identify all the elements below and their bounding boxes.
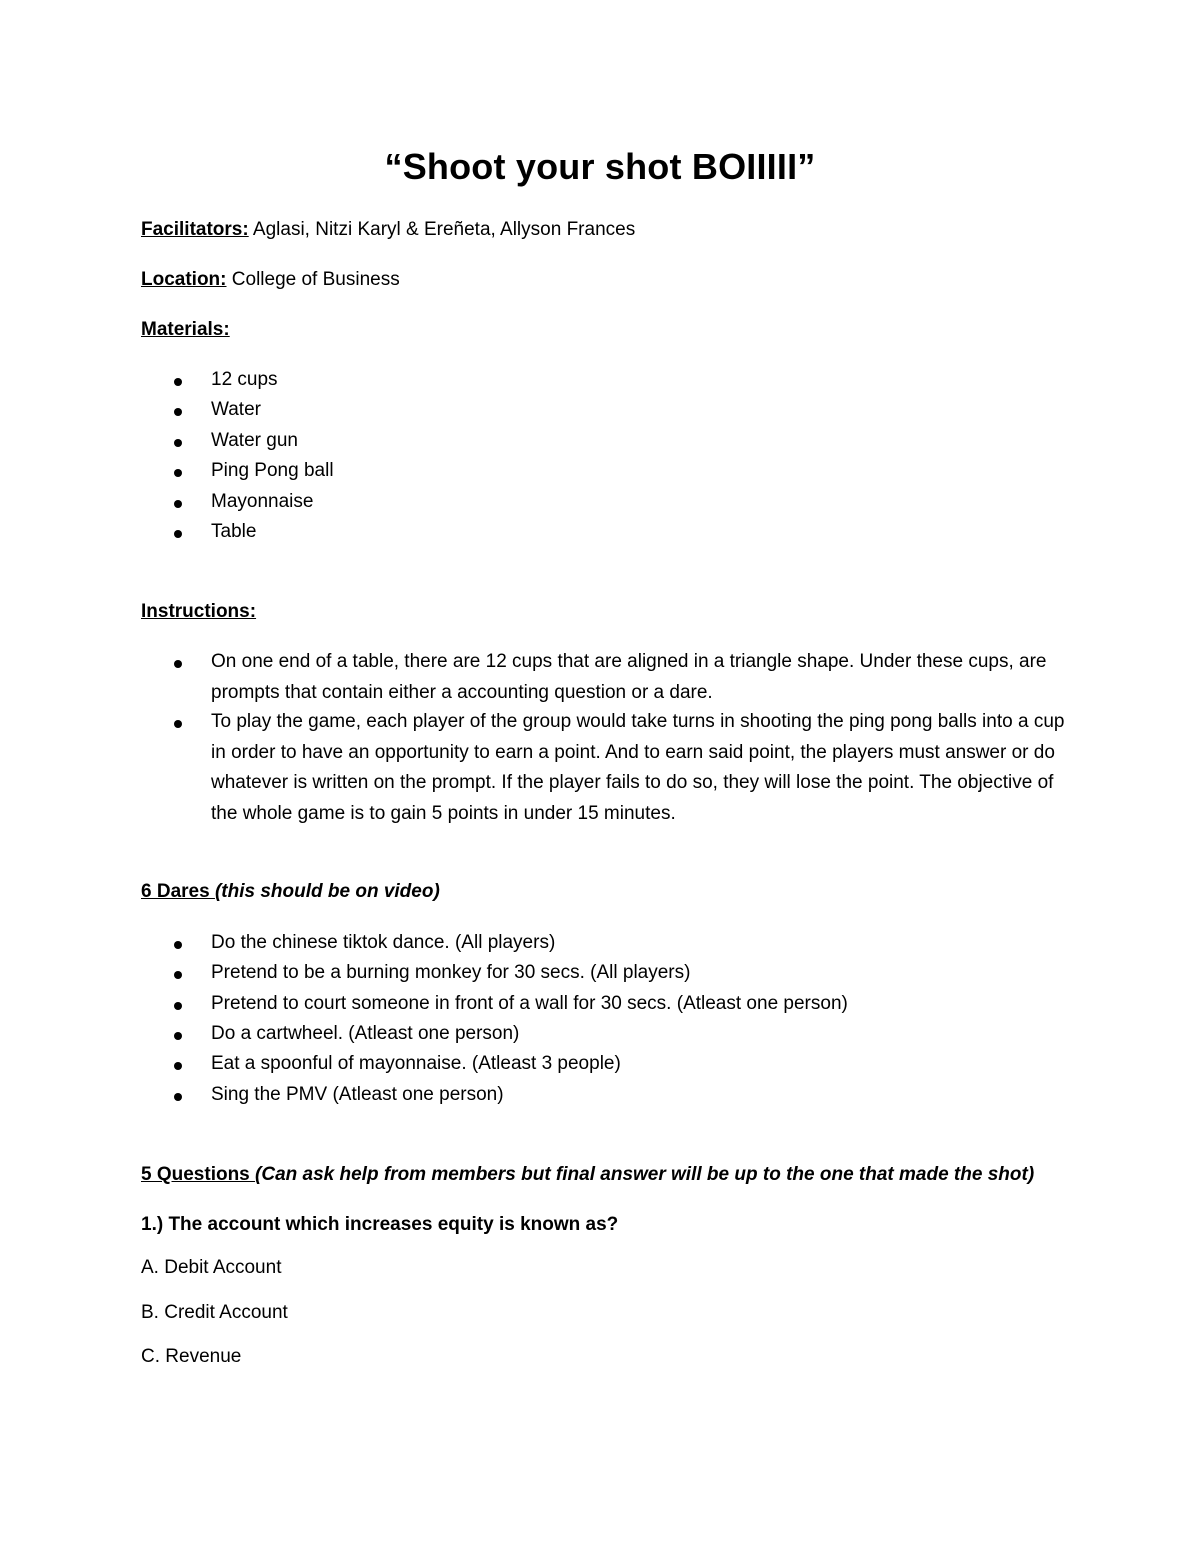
bullet-icon [174,971,182,979]
bullet-icon [174,530,182,538]
facilitators-line [141,219,635,241]
location-value: College of Business [226,269,400,290]
bullet-icon [174,941,182,949]
bullet-icon [174,660,182,668]
facilitators-label: Facilitators: [141,219,249,240]
bullet-icon [174,469,182,477]
questions-note: (Can ask help from members but final answer will be up to the one that made the shot) [255,1164,1035,1185]
bullet-icon [174,378,182,386]
questions-heading [141,1164,1034,1186]
bullet-icon [174,720,182,728]
dares-heading [141,881,440,903]
materials-heading [141,319,230,341]
instructions-heading [141,601,256,623]
materials-label: Materials: [141,319,230,340]
document-title: “Shoot your shot BOIIIII” [384,146,816,187]
bullet-icon [174,500,182,508]
document-page: “Shoot your shot BOIIIII” Facilitators: Aglasi, Nitzi Karyl & Ereñeta, Allyson Frances Location: College of Business Materials: 12 cups Water Water gun Ping Pong ball Mayonnaise Table Instructions: On one end of a table, there are 12 cups that are aligned in a triangle shape. Under these cups, are prompts that contain either a accounting question or a dare. To play the game, each player of the group would take turns in shooting the ping pong balls into a cup in order to have an opportunity to earn a point. And to earn said point, the players must answer or do whatever is written on the prompt. If the player fails to do so, they will lose the point. The objective of the whole game is to gain 5 points in under 15 minutes. 6 Dares (this should be on video) Do the chinese tiktok dance. (All players) Pretend to be a burning monkey for 30 secs. (All players) Pretend to court someone in front of a wall for 30 secs. (Atleast one person) Do a cartwheel. (Atleast one person) Eat a spoonful of mayonnaise. (Atleast 3 people) Sing the PMV (Atleast one person) 5 Questions (Can ask help from members but final answer will be up to the one that made the shot) 1.) The account which increases equity is known as? A. Debit Account B. Credit Account C. Revenue [0,0,1200,1553]
list-item: On one end of a table, there are 12 cups that are aligned in a triangle shape. Under these cups, are prompts that contain either a accounting question or a dare. [211,651,1047,703]
bullet-icon [174,1093,182,1101]
facilitators-value: Aglasi, Nitzi Karyl & Ereñeta, Allyson Frances [248,219,636,240]
location-line [141,269,400,291]
instructions-label: Instructions: [141,601,257,622]
location-label: Location: [141,269,227,290]
option-c: C. Revenue [141,1346,242,1367]
bullet-icon [174,1062,182,1070]
option-a: A. Debit Account [141,1257,282,1278]
dares-label: 6 Dares [141,881,215,902]
list-item: To play the game, each player of the group would take turns in shooting the ping pong balls into a cup in order to have an opportunity to earn a point. And to earn said point, the players must answer or do whatever is written on the prompt. If the player fails to do so, they will lose the point. The objective of the whole game is to gain 5 points in under 15 minutes. [211,711,1065,824]
questions-label: 5 Questions [141,1164,256,1185]
bullet-icon [174,1002,182,1010]
question-1: 1.) The account which increases equity is known as? [141,1214,619,1235]
option-b: B. Credit Account [141,1302,288,1323]
bullet-icon [174,408,182,416]
bullet-icon [174,439,182,447]
dares-note: (this should be on video) [214,881,440,902]
bullet-icon [174,1032,182,1040]
